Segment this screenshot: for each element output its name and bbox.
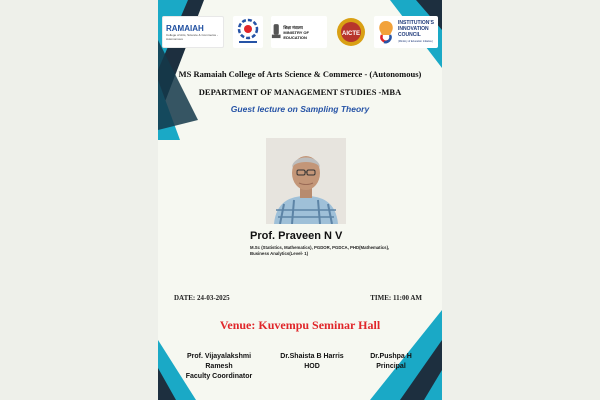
iic-line2: INNOVATION — [398, 25, 429, 32]
ramaiah-logo-subtitle: College of Arts, Science & Commerce - Autonomous — [166, 32, 219, 41]
aicte-logo — [336, 16, 366, 48]
aicte-label: AICTE — [341, 31, 360, 37]
moe-text — [283, 25, 327, 40]
signatory-name: Dr.Shaista B Harris — [280, 353, 344, 360]
signatory-name: Dr.Pushpa H — [370, 353, 412, 360]
speaker-name: Prof. Praveen N V — [250, 230, 343, 242]
signatory-hod — [270, 352, 354, 372]
speaker-photo — [266, 138, 346, 224]
college-name: MS Ramaiah College of Arts Science & Commerce - (Autonomous) — [178, 69, 422, 79]
iic-small-logo — [233, 16, 263, 48]
moe-hindi: शिक्षा मंत्रालय — [283, 24, 303, 30]
moe-english: MINISTRY OF EDUCATION — [283, 29, 309, 40]
ramaiah-logo-name: RAMAIAH — [166, 23, 204, 33]
iic-line4: (Ministry of Education Initiative) — [398, 39, 433, 43]
logos-row — [162, 14, 438, 50]
iic-logo — [374, 16, 438, 48]
speaker-qualifications: M.Sc (Statistics, Mathematics), PGDOR, PGDCA, PHD(Mathematics), Business Analytics(Level- 1) — [250, 245, 390, 257]
iic-line3: COUNCIL — [398, 31, 421, 38]
lecture-title: Guest lecture on Sampling Theory — [230, 104, 370, 114]
poster — [158, 0, 442, 400]
signatory-faculty-coordinator — [176, 352, 262, 382]
signatory-role: Faculty Coordinator — [185, 373, 253, 380]
event-time: TIME: 11:00 AM — [370, 294, 422, 302]
department-name: DEPARTMENT OF MANAGEMENT STUDIES -MBA — [198, 87, 402, 97]
ministry-of-education-logo — [271, 16, 327, 48]
iic-mark-icon — [376, 19, 396, 45]
signatory-role: Principal — [376, 363, 406, 370]
signatory-principal — [358, 352, 424, 372]
emblem-icon — [271, 21, 281, 43]
event-venue: Venue: Kuvempu Seminar Hall — [219, 318, 381, 332]
iic-text — [398, 20, 434, 45]
ramaiah-logo — [162, 16, 224, 48]
event-date: DATE: 24-03-2025 — [174, 294, 230, 302]
iic-line1: INSTITUTION'S — [398, 19, 434, 26]
signatory-name: Prof. Vijayalakshmi Ramesh — [186, 353, 252, 370]
signatory-role: HOD — [304, 363, 320, 370]
